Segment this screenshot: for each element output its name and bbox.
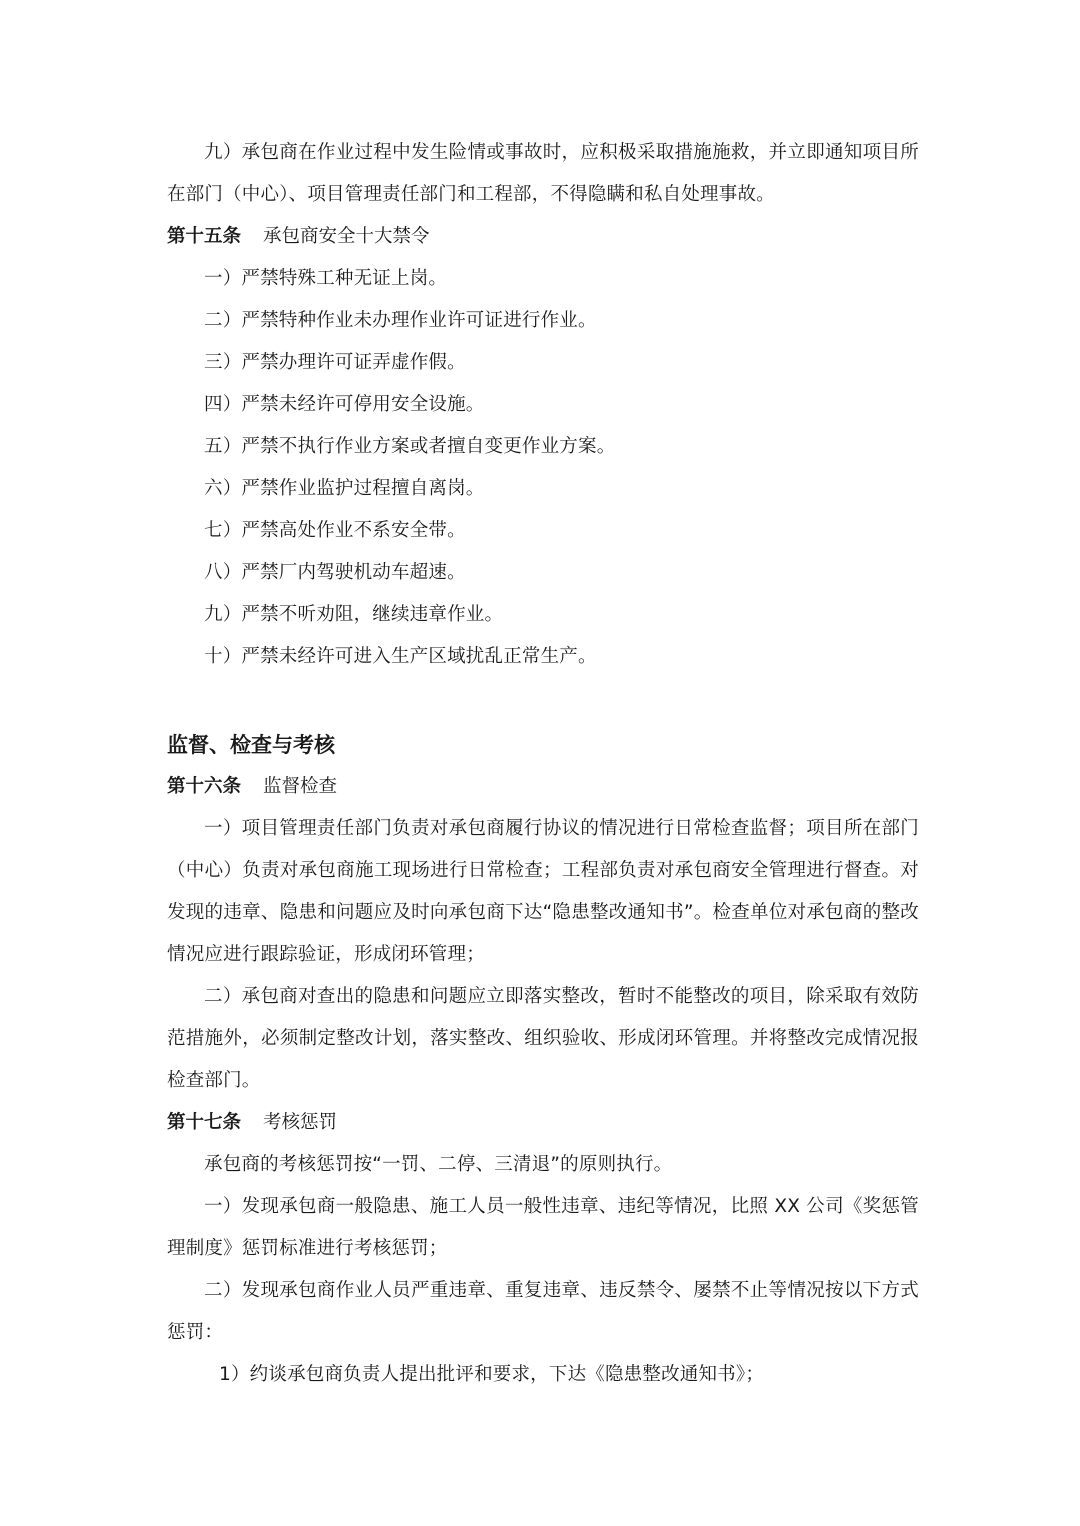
article-16-heading [167, 766, 919, 808]
prohibition-item: 九）严禁不听劝阻，继续违章作业。 [204, 604, 504, 625]
prohibition-item: 七）严禁高处作业不系安全带。 [204, 520, 466, 541]
article-title: 考核惩罚 [263, 1112, 338, 1133]
prohibition-item: 一）严禁特殊工种无证上岗。 [204, 268, 448, 289]
prohibition-item: 六）严禁作业监护过程擅自离岗。 [204, 478, 485, 499]
article-15-heading [167, 216, 919, 258]
penalty-paragraph-1: 一）发现承包商一般隐患、施工人员一般性违章、违纪等情况，比照 XX 公司《奖惩管理制度》惩罚标准进行考核惩罚； [167, 1196, 919, 1259]
paragraph-item-9: 九）承包商在作业过程中发生险情或事故时，应积极采取措施施救，并立即通知项目所在部门（中心）、项目管理责任部门和工程部，不得隐瞒和私自处理事故。 [167, 142, 919, 205]
section-title: 监督、检查与考核 [167, 733, 335, 757]
article-title: 承包商安全十大禁令 [263, 226, 430, 247]
article-number: 第十六条 [167, 776, 242, 797]
penalty-paragraph-2: 二）发现承包商作业人员严重违章、重复违章、违反禁令、屡禁不止等情况按以下方式惩罚： [167, 1280, 919, 1343]
penalty-intro: 承包商的考核惩罚按“一罚、二停、三清退”的原则执行。 [204, 1154, 673, 1175]
penalty-subitem-1: 1）约谈承包商负责人提出批评和要求，下达《隐患整改通知书》； [219, 1364, 765, 1385]
prohibition-item: 二）严禁特种作业未办理作业许可证进行作业。 [204, 310, 597, 331]
article-title: 监督检查 [263, 776, 338, 797]
prohibition-item: 十）严禁未经许可进入生产区域扰乱正常生产。 [204, 646, 597, 667]
article-number: 第十五条 [167, 226, 242, 247]
article-17-heading [167, 1102, 919, 1144]
prohibition-item: 四）严禁未经许可停用安全设施。 [204, 394, 485, 415]
supervision-paragraph-2: 二）承包商对查出的隐患和问题应立即落实整改，暂时不能整改的项目，除采取有效防范措施外，必须制定整改计划，落实整改、组织验收、形成闭环管理。并将整改完成情况报检查部门。 [167, 986, 919, 1091]
document-page [167, 132, 919, 1396]
prohibition-item: 五）严禁不执行作业方案或者擅自变更作业方案。 [204, 436, 616, 457]
prohibition-item: 八）严禁厂内驾驶机动车超速。 [204, 562, 466, 583]
article-number: 第十七条 [167, 1112, 242, 1133]
supervision-paragraph-1: 一）项目管理责任部门负责对承包商履行协议的情况进行日常检查监督；项目所在部门（中心）负责对承包商施工现场进行日常检查；工程部负责对承包商安全管理进行督查。对发现的违章、隐患和问题应及时向承包商下达“隐患整改通知书”。检查单位对承包商的整改情况应进行跟踪验证，形成闭环管理； [167, 818, 919, 965]
prohibition-item: 三）严禁办理许可证弄虚作假。 [204, 352, 466, 373]
